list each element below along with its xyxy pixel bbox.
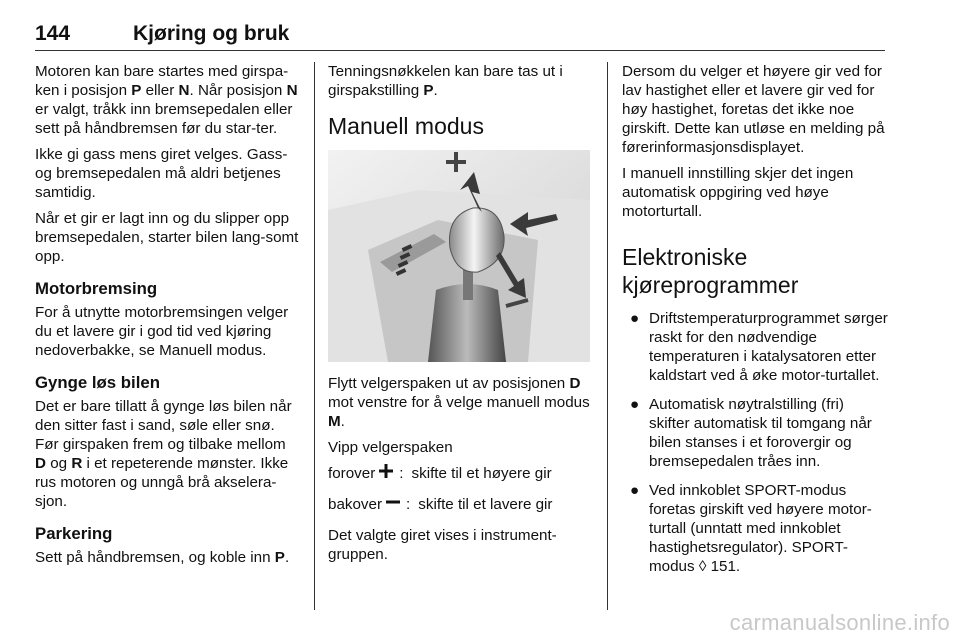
paragraph: Vipp velgerspaken: [328, 439, 453, 456]
bakover-label: bakover: [328, 496, 383, 513]
paragraph: For å utnytte motorbremsingen velger du et lavere gir i god tid ved kjøring nedoverbakke, se Manuell modus.: [35, 304, 289, 359]
separator: :: [399, 465, 404, 482]
section-heading-gynge: Gynge løs bilen: [35, 373, 160, 392]
column-divider: [314, 62, 315, 610]
watermark: carmanualsonline.info: [729, 610, 950, 635]
section-heading-elektroniske: Elektroniske kjøreprogrammer: [622, 244, 799, 298]
forover-row: [328, 464, 596, 483]
separator: :: [406, 496, 411, 513]
paragraph: I manuell innstilling skjer det ingen automatisk oppgiring ved høye motorturtall.: [622, 165, 854, 220]
page-ref-link[interactable]: ◊ 151.: [698, 558, 741, 575]
paragraph: Det er bare tillatt å gynge løs bilen når den sitter fast i sand, søle eller snø. Før girspaken frem og tilbake mellom D og R i et repeterende mønster. Ikke rus motoren og unngå brå akselera-sjon.: [35, 398, 292, 510]
paragraph: Sett på håndbremsen, og koble inn P.: [35, 549, 290, 566]
bullet-list: [622, 309, 888, 576]
page-ref-icon: ◊: [698, 558, 711, 575]
section-heading-parkering: Parkering: [35, 524, 113, 543]
paragraph: Tenningsnøkkelen kan bare tas ut i girspakstilling P.: [328, 63, 563, 99]
list-item: ● Driftstemperaturprogrammet sørger raskt for den nødvendige temperaturen i katalysatoren etter kaldstart ved å øke motor-turtallet.: [630, 310, 888, 384]
bakover-row: [328, 495, 596, 514]
paragraph: Det valgte giret vises i instrument-gruppen.: [328, 527, 557, 563]
paragraph: Motoren kan bare startes med girspa-ken i posisjon P eller N. Når posisjon N er valgt, tråkk inn bremsepedalen eller sett på håndbremsen før du star-ter.: [35, 63, 298, 137]
plus-icon: [379, 464, 393, 483]
column-2: [328, 62, 596, 571]
list-item: ● Ved innkoblet SPORT-modus foretas girskift ved høyere motor-turtall (unntatt med innkoblet hastighetsregulator). SPORT-modus ◊ 151.: [630, 482, 872, 575]
paragraph: Ikke gi gass mens giret velges. Gass- og bremsepedalen må aldri betjenes samtidig.: [35, 146, 288, 201]
column-divider: [607, 62, 608, 610]
page-number: 144: [35, 22, 71, 45]
column-3: [622, 62, 888, 586]
paragraph: Flytt velgerspaken ut av posisjonen D mot venstre for å velge manuell modus M.: [328, 375, 590, 430]
bakover-desc: skifte til et lavere gir: [418, 496, 553, 513]
gear-lever-illustration: [328, 150, 590, 362]
section-heading-motorbremsing: Motorbremsing: [35, 279, 158, 298]
chapter-title: Kjøring og bruk: [133, 22, 290, 45]
forover-label: forover: [328, 465, 376, 482]
column-1: [35, 62, 300, 574]
paragraph: Når et gir er lagt inn og du slipper opp bremsepedalen, starter bilen lang-somt opp.: [35, 210, 299, 265]
paragraph: Dersom du velger et høyere gir ved for lav hastighet eller et lavere gir ved for høy hastighet, foretas det ikke noe girskift. Dette kan utløse en melding på førerinformasjonsdisplayet.: [622, 63, 885, 156]
page-header: [35, 14, 885, 51]
forover-desc: skifte til et høyere gir: [411, 465, 552, 482]
minus-icon: [386, 495, 400, 514]
section-heading-manuell-modus: Manuell modus: [328, 113, 484, 139]
list-item: ● Automatisk nøytralstilling (fri) skifter automatisk til tomgang når bilen stanses i et forovergir og bremsepedalen tråes inn.: [630, 396, 872, 470]
